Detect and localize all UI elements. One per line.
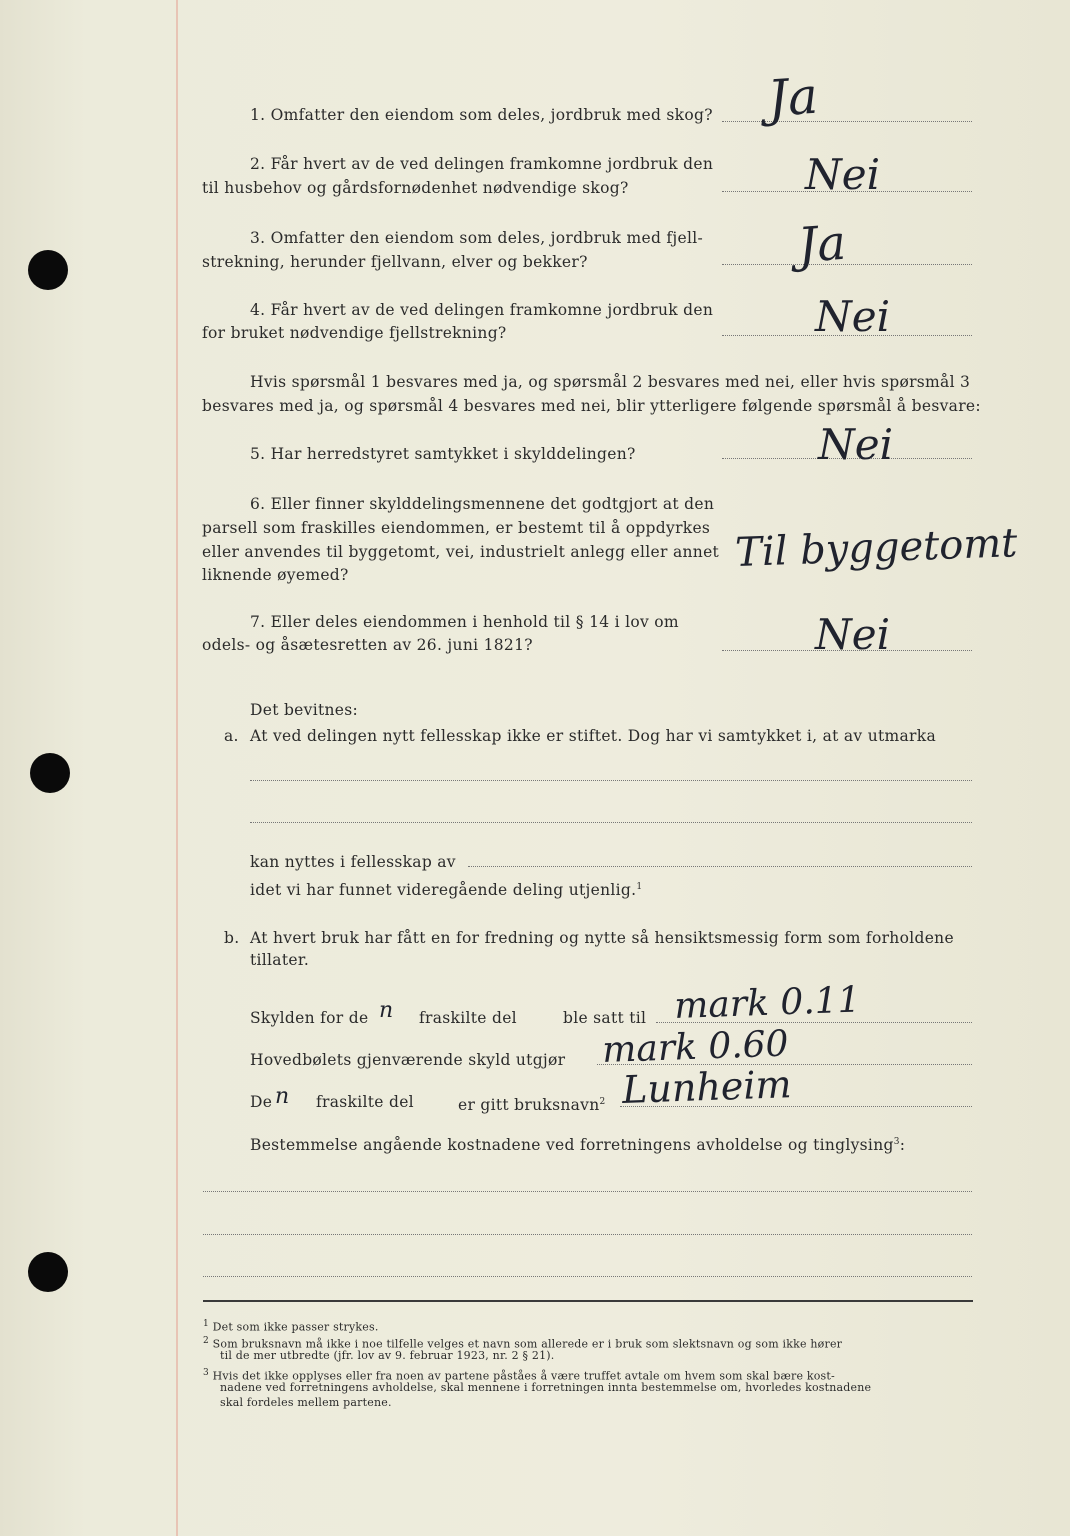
footnote-rule xyxy=(203,1300,973,1302)
fill-line xyxy=(203,1276,972,1277)
attest-a-label: a. xyxy=(224,727,239,745)
navn-suffix: er gitt bruksnavn$^2$ xyxy=(458,1096,606,1115)
attest-a-text: At ved delingen nytt fellesskap ikke er stiftet. Dog har vi samtykket i, at av utmarka xyxy=(250,727,937,745)
navn-middle: fraskilte del xyxy=(316,1093,414,1111)
skyld-suffix: ble satt til xyxy=(563,1009,647,1027)
margin-line xyxy=(176,0,178,1536)
attest-heading: Det bevitnes: xyxy=(250,701,359,719)
question-3-line1: 3. Omfatter den eiendom som deles, jordbruk med fjell- xyxy=(250,229,704,247)
attest-b-label: b. xyxy=(224,929,240,947)
punch-hole xyxy=(28,250,68,290)
footnote-3-cont2: skal fordeles mellem partene. xyxy=(220,1396,392,1409)
question-7-line1: 7. Eller deles eiendommen i henhold til § 14 i lov om xyxy=(250,613,679,631)
fill-line xyxy=(203,1191,972,1192)
question-2-line1: 2. Får hvert av de ved delingen framkomne jordbruk den xyxy=(250,155,714,173)
kost-label: Bestemmelse angående kostnadene ved forretningens avholdelse og tinglysing$^3$: xyxy=(250,1136,906,1155)
skyld-prefix: Skylden for de xyxy=(250,1009,369,1027)
footnote-2-cont: til de mer utbredte (jfr. lov av 9. februar 1923, nr. 2 § 21). xyxy=(220,1349,555,1362)
question-7-answer: Nei xyxy=(815,610,891,659)
question-3-answer: Ja xyxy=(796,214,848,274)
question-1-answer: Ja xyxy=(765,66,820,128)
navn-prefix: De xyxy=(250,1093,273,1111)
footnote-2: $^2$ Som bruksnavn må ikke i noe tilfelle velges et navn som allerede er i bruk som slektsnavn og som ikke hører xyxy=(203,1336,843,1351)
skyld-middle: fraskilte del xyxy=(419,1009,517,1027)
hoved-value: mark 0.60 xyxy=(601,1023,790,1071)
answer-line xyxy=(722,121,972,122)
question-3-line2: strekning, herunder fjellvann, elver og bekker? xyxy=(202,253,588,271)
skyld-handwritten-n: n xyxy=(379,998,394,1023)
question-6-line4: liknende øyemed? xyxy=(202,566,349,584)
skyld-value: mark 0.11 xyxy=(673,979,862,1027)
footnote-3-cont1: nadene ved forretningens avholdelse, skal mennene i forretningen innta bestemmelse om, hvorledes kostnadene xyxy=(220,1381,872,1394)
attest-a-reason: idet vi har funnet videregående deling utjenlig.$^1$ xyxy=(250,881,643,900)
hoved-label: Hovedbølets gjenværende skyld utgjør xyxy=(250,1051,566,1069)
question-7-line2: odels- og åsætesretten av 26. juni 1821? xyxy=(202,636,533,654)
question-1-text: 1. Omfatter den eiendom som deles, jordbruk med skog? xyxy=(250,106,713,124)
instruction-line1: Hvis spørsmål 1 besvares med ja, og spørsmål 2 besvares med nei, eller hvis spørsmål 3 xyxy=(250,373,971,391)
question-6-line2: parsell som fraskilles eiendommen, er bestemt til å oppdyrkes xyxy=(202,519,711,537)
navn-handwritten-n: n xyxy=(275,1084,290,1109)
question-4-line1: 4. Får hvert av de ved delingen framkomne jordbruk den xyxy=(250,301,714,319)
fill-line xyxy=(250,822,972,823)
punch-hole xyxy=(30,753,70,793)
attest-b-text1: At hvert bruk har fått en for fredning og nytte så hensiktsmessig form som forholdene xyxy=(250,929,954,947)
footnote-1: $^1$ Det som ikke passer strykes. xyxy=(203,1319,379,1334)
navn-value: Lunheim xyxy=(621,1062,793,1112)
question-5-answer: Nei xyxy=(818,420,894,469)
question-2-answer: Nei xyxy=(805,150,881,199)
question-4-line2: for bruket nødvendige fjellstrekning? xyxy=(202,324,507,342)
question-6-line3: eller anvendes til byggetomt, vei, industrielt anlegg eller annet xyxy=(202,543,720,561)
instruction-line2: besvares med ja, og spørsmål 4 besvares med nei, blir ytterligere følgende spørsmål å besvare: xyxy=(202,397,981,415)
question-2-line2: til husbehov og gårdsfornødenhet nødvendige skog? xyxy=(202,179,629,197)
fill-line xyxy=(203,1234,972,1235)
question-5-text: 5. Har herredstyret samtykket i skylddelingen? xyxy=(250,445,636,463)
question-6-line1: 6. Eller finner skylddelingsmennene det godtgjort at den xyxy=(250,495,715,513)
footnote-3: $^3$ Hvis det ikke opplyses eller fra noen av partene påståes å være truffet avtale om hvem som skal bære kost- xyxy=(203,1368,835,1383)
punch-hole xyxy=(28,1252,68,1292)
attest-b-text2: tillater. xyxy=(250,951,310,969)
question-6-answer: Til byggetomt xyxy=(734,520,1019,576)
fill-line xyxy=(468,866,972,867)
attest-a-used: kan nyttes i fellesskap av xyxy=(250,853,456,871)
fill-line xyxy=(250,780,972,781)
question-4-answer: Nei xyxy=(815,292,891,341)
